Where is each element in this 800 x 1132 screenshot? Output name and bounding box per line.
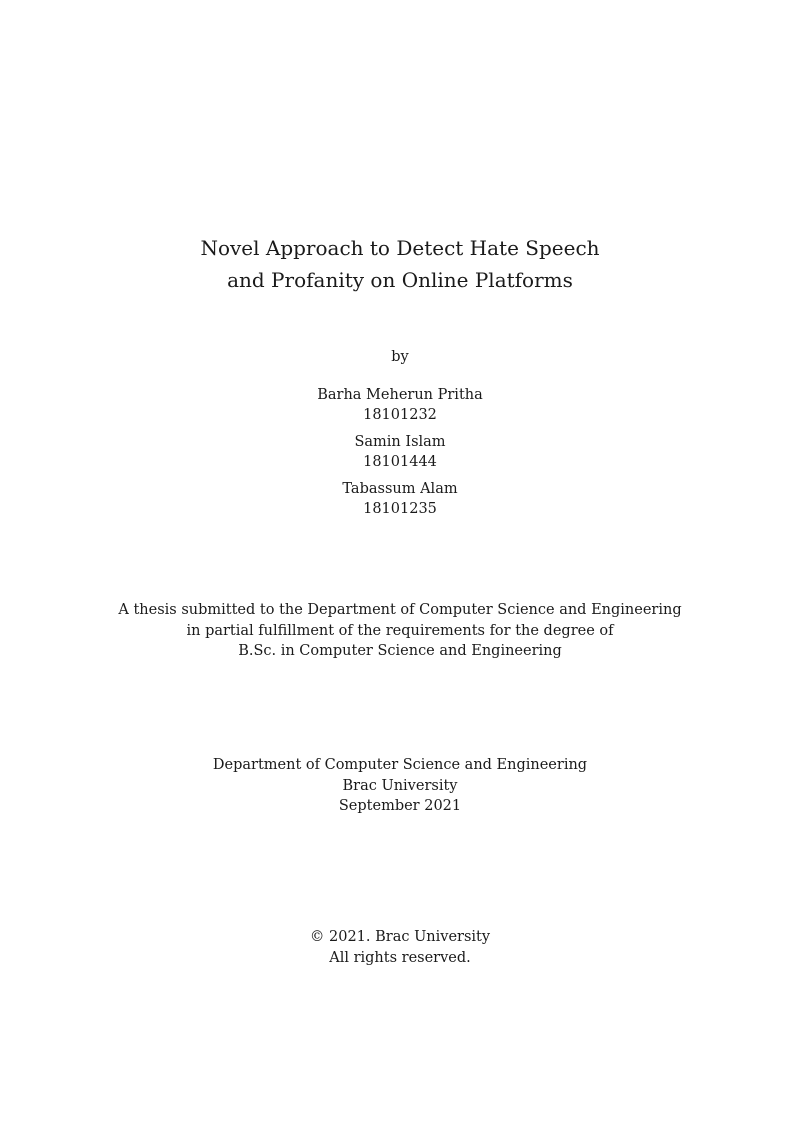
submission-statement <box>0 600 800 662</box>
statement-line-3: B.Sc. in Computer Science and Engineering <box>238 643 562 659</box>
thesis-title-line-2: and Profanity on Online Platforms <box>227 268 573 292</box>
author-id: 18101444 <box>363 454 437 470</box>
thesis-title-line-1: Novel Approach to Detect Hate Speech <box>200 236 600 260</box>
by-label: by <box>391 349 409 365</box>
thesis-title <box>0 232 800 296</box>
author-id: 18101232 <box>363 407 437 423</box>
author-name: Barha Meherun Pritha <box>317 387 483 403</box>
author-block <box>0 479 800 519</box>
author-block <box>0 432 800 472</box>
institution-block <box>0 755 800 817</box>
submission-date: September 2021 <box>338 798 462 814</box>
copyright-notice: © 2021. Brac University <box>309 929 491 945</box>
author-block <box>0 385 800 425</box>
copyright-block <box>0 927 800 968</box>
university-name: Brac University <box>342 777 458 794</box>
statement-line-1: A thesis submitted to the Department of Computer Science and Engineering <box>118 602 682 618</box>
rights-reserved: All rights reserved. <box>329 949 471 966</box>
author-name: Tabassum Alam <box>342 481 458 497</box>
statement-line-2: in partial fulfillment of the requirements for the degree of <box>186 622 614 639</box>
department-name: Department of Computer Science and Engineering <box>212 757 588 773</box>
author-name: Samin Islam <box>354 434 446 450</box>
author-id: 18101235 <box>363 501 437 517</box>
